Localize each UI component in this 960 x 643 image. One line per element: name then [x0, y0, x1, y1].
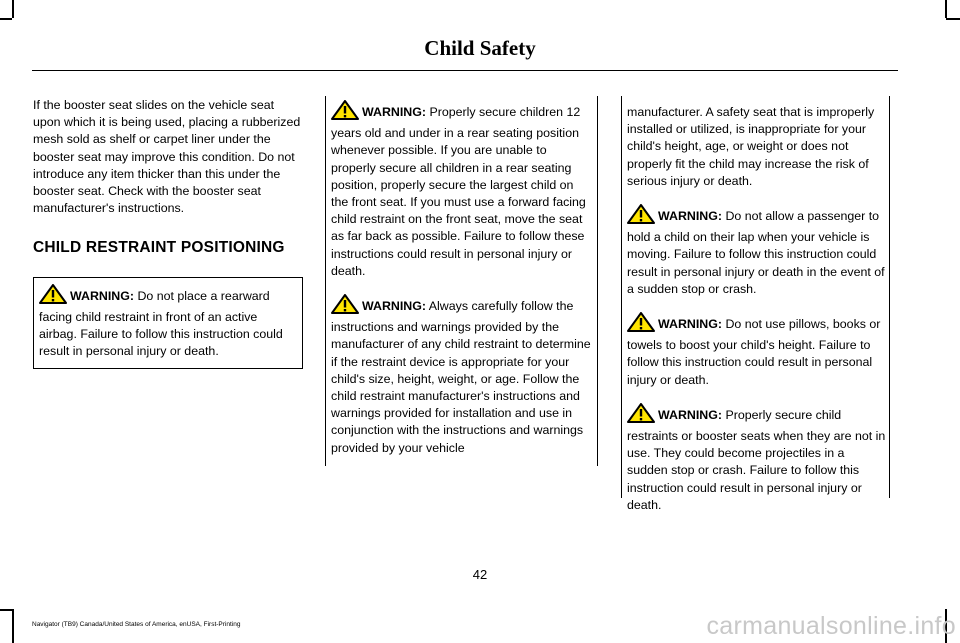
column-2 — [330, 96, 598, 466]
warning-triangle-icon — [627, 312, 655, 337]
warning-box — [33, 277, 303, 369]
page-title: Child Safety — [424, 36, 536, 60]
warning-label: WARNING: — [658, 317, 723, 332]
crop-mark — [12, 609, 14, 643]
warning-text: Properly secure child restraints or booster seats when they are not in use. They could become projectiles in a sudden stop or crash. Failure to follow this instruction could result in personal injury or death. — [627, 407, 886, 512]
warning-item — [331, 294, 594, 457]
warning-triangle-icon — [627, 403, 655, 428]
warning-triangle-icon — [331, 294, 359, 319]
continuation-paragraph: manufacturer. A safety seat that is improperly installed or utilized, is inappropriate for your child's height, age, or weight or does not properly fit the child may increase the risk of serious injury or death. — [627, 105, 875, 188]
footer-doc-info: Navigator (TB9) Canada/United States of America, enUSA, First-Printing — [32, 621, 241, 628]
warning-text: Do not allow a passenger to hold a child on their lap when your vehicle is moving. Failure to follow this instruction could result in personal injury or death in the event of a sudden stop or crash. — [627, 209, 885, 296]
watermark[interactable]: carmanualsonline.info — [706, 612, 956, 640]
page-number: 42 — [472, 567, 488, 582]
warning-label: WARNING: — [658, 209, 723, 224]
warning-text: Do not place a rearward facing child restraint in front of an active airbag. Failure to follow this instruction could result in personal injury or death. — [39, 288, 283, 359]
warning-triangle-icon — [331, 100, 359, 125]
column-1 — [33, 97, 303, 369]
crop-mark — [0, 18, 12, 20]
warning-label: WARNING: — [658, 407, 723, 422]
warning-label: WARNING: — [362, 299, 427, 314]
warning-text: Do not use pillows, books or towels to boost your child's height. Failure to follow this instruction could result in personal injury or death. — [627, 317, 881, 387]
crop-mark — [946, 18, 960, 20]
warning-item — [627, 403, 886, 514]
warning-item — [39, 284, 298, 361]
warning-text: Always carefully follow the instructions and warnings provided by the manufacturer of any child restraint to determine if the restraint device is appropriate for your child's size, height, weight, or age. Follow the child restraint manufacturer's instructions and warnings provided for installation and use in conjunction with the instructions and warnings provided by your vehicle — [331, 299, 591, 455]
warning-item — [331, 100, 594, 280]
header-divider — [32, 70, 898, 71]
crop-mark — [945, 0, 947, 18]
warning-item — [627, 204, 886, 298]
warning-triangle-icon — [627, 204, 655, 229]
crop-mark — [12, 0, 14, 18]
warning-box — [621, 96, 890, 512]
warning-label: WARNING: — [70, 288, 135, 303]
crop-mark — [0, 609, 12, 611]
warning-box — [325, 96, 598, 466]
warning-text: Properly secure children 12 years old and under in a rear seating position whenever possible. If you are unable to properly secure all children in a rear seating position, properly secure the largest child on the front seat. If you must use a forward facing child restraint on the front seat, move the seat as far back as possible. Failure to follow these instructions could result in personal injury or death. — [331, 105, 586, 278]
section-heading: CHILD RESTRAINT POSITIONING — [33, 239, 285, 257]
column-3 — [626, 96, 890, 512]
warning-item — [627, 312, 886, 389]
warning-triangle-icon — [39, 284, 67, 309]
warning-label: WARNING: — [362, 105, 427, 119]
intro-paragraph: If the booster seat slides on the vehicle seat upon which it is being used, placing a rubberized mesh sold as shelf or carpet liner under the booster seat may improve this condition. Do not introduce any item thicker than this under the booster seat. Check with the booster seat manufacturer's instructions. — [33, 98, 301, 216]
